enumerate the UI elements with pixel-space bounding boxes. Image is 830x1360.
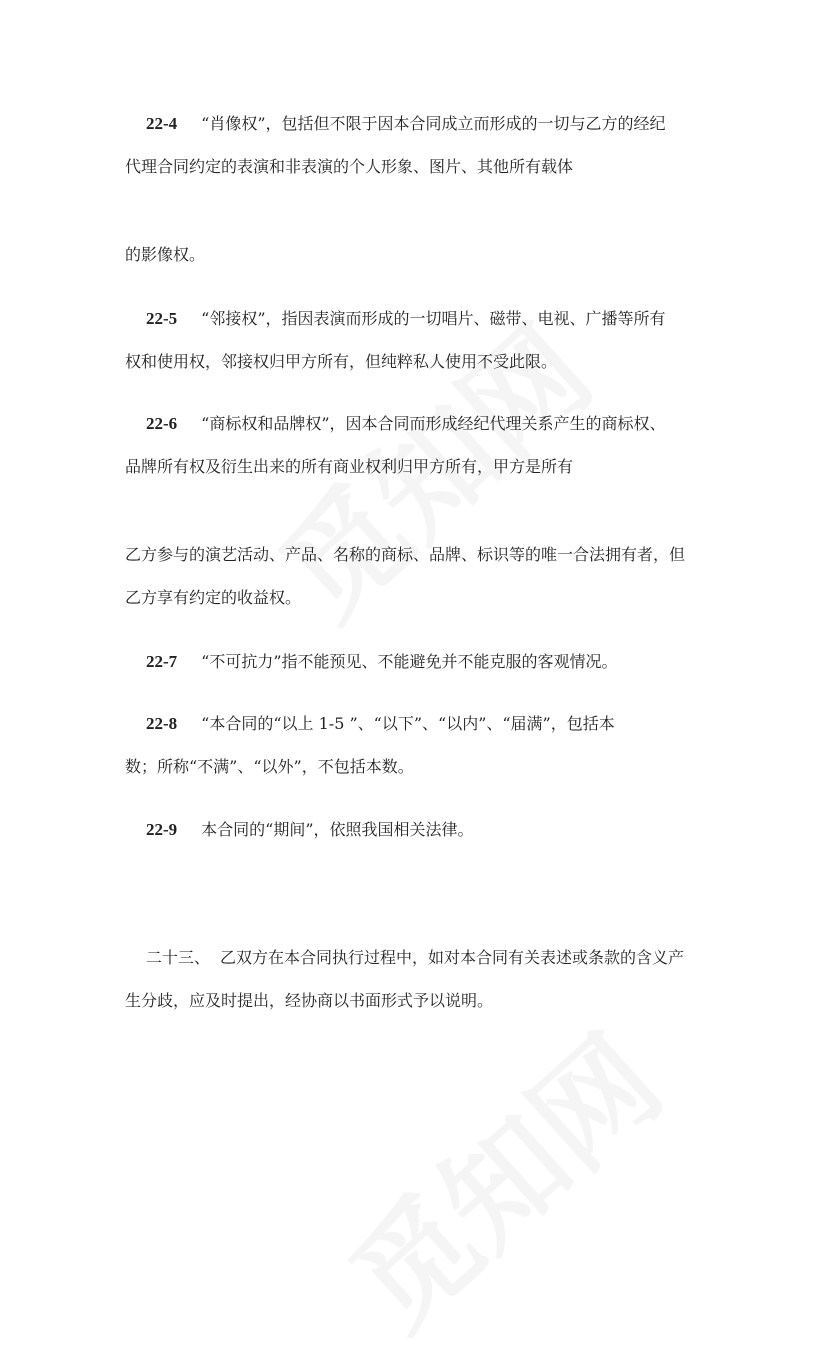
clause-text: “肖像权”，包括但不限于因本合同成立而形成的一切与乙方的经纪 [201,114,666,133]
clause-text: 的影像权。 [125,245,206,264]
clause-22-5-line-2 [125,352,557,372]
clause-22-4-line-1 [146,114,666,134]
clause-text: 生分歧，应及时提出，经协商以书面形式予以说明。 [125,991,494,1010]
clause-number: 22-9 [146,820,178,839]
clause-text: “不可抗力”指不能预见、不能避免并不能克服的客观情况。 [201,652,618,671]
clause-22-6-line-1 [146,414,666,434]
clause-number: 22-6 [146,414,178,433]
clause-text: 乙方参与的演艺活动、产品、名称的商标、品牌、标识等的唯一合法拥有者，但 [125,545,686,564]
clause-number: 22-4 [146,114,178,133]
clause-22-6-line-2 [125,457,573,477]
clause-22-8-line-2 [125,757,414,777]
clause-text: “邻接权”，指因表演而形成的一切唱片、磁带、电视、广播等所有 [201,309,666,328]
clause-22-4-line-3 [125,245,205,265]
clause-23-line-2 [125,991,493,1011]
clause-23-line-1 [146,948,684,968]
clause-22-7-line-1 [146,652,618,672]
clause-22-9-line-1 [146,820,474,840]
clause-text: 代理合同约定的表演和非表演的个人形象、图片、其他所有载体 [125,157,574,176]
clause-text: 乙双方在本合同执行过程中，如对本合同有关表述或条款的含义产 [220,948,685,967]
clause-text: 乙方享有约定的收益权。 [125,588,302,607]
clause-number: 22-5 [146,309,178,328]
clause-text: 品牌所有权及衍生出来的所有商业权利归甲方所有，甲方是所有 [125,457,574,476]
clause-text: 权和使用权，邻接权归甲方所有，但纯粹私人使用不受此限。 [125,352,558,371]
clause-text: “商标权和品牌权”，因本合同而形成经纪代理关系产生的商标权、 [201,414,666,433]
clause-text: 数；所称“不满”、“以外”，不包括本数。 [125,757,414,776]
clause-number: 二十三、 [146,948,211,967]
clause-22-6-line-3 [125,545,685,565]
clause-22-5-line-1 [146,309,666,329]
clause-number: 22-8 [146,714,178,733]
watermark-bottom [309,992,692,1360]
clause-number: 22-7 [146,652,178,671]
clause-22-6-line-4 [125,588,301,608]
clause-text: “本合同的“以上 1-5 ”、“以下”、“以内”、“届满”，包括本 [201,714,615,733]
clause-text: 本合同的“期间”，依照我国相关法律。 [201,820,474,839]
clause-22-4-line-2 [125,157,573,177]
clause-22-8-line-1 [146,714,615,734]
